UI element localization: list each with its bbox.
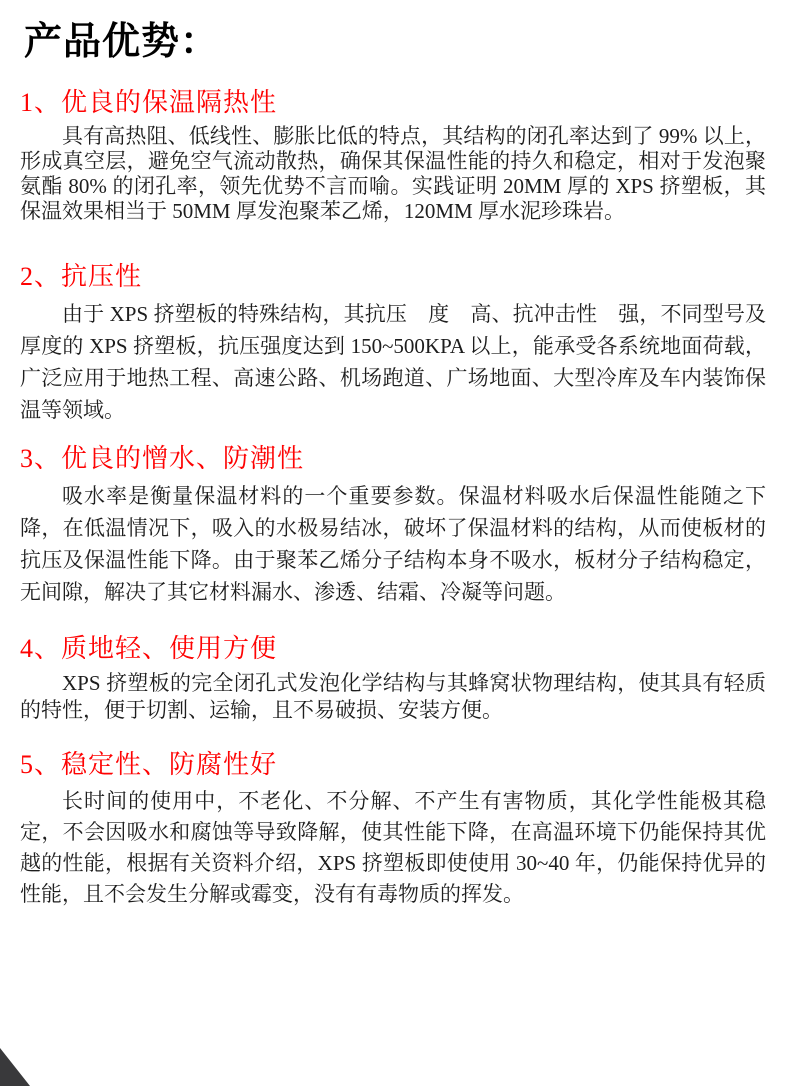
section-body: 具有高热阻、低线性、膨胀比低的特点，其结构的闭孔率达到了 99% 以上，形成真空层，避免空气流动散热，确保其保温性能的持久和稳定，相对于发泡聚氨酯 80% 的闭孔率，领先优势不言而喻。实践证明 20MM 厚的 XPS 挤塑板，其保温效果相当于 50MM 厚发泡聚苯乙烯，120MM 厚水泥珍珠岩。 [20,124,766,223]
section-heading: 4、质地轻、使用方便 [20,634,278,663]
advantage-section-3 [20,442,766,608]
section-heading: 3、优良的憎水、防潮性 [20,444,305,473]
advantage-section-2 [20,260,766,426]
section-body: XPS 挤塑板的完全闭孔式发泡化学结构与其蜂窝状物理结构，使其具有轻质的特性，便于切割、运输，且不易破损、安装方便。 [20,671,766,722]
corner-triangle-decoration [0,1048,30,1086]
section-heading: 2、抗压性 [20,262,143,291]
section-body: 长时间的使用中，不老化、不分解、不产生有害物质，其化学性能极其稳定，不会因吸水和腐蚀等导致降解，使其性能下降，在高温环境下仍能保持其优越的性能，根据有关资料介绍，XPS 挤塑板即使使用 30~40 年，仍能保持优异的性能，且不会发生分解或霉变，没有有毒物质的挥发。 [20,789,766,906]
advantage-section-4 [20,632,766,724]
advantage-section-1 [20,86,766,224]
page-title: 产品优势： [24,21,220,63]
section-body: 吸水率是衡量保温材料的一个重要参数。保温材料吸水后保温性能随之下降，在低温情况下，吸入的水极易结冰，破坏了保温材料的结构，从而使板材的抗压及保温性能下降。由于聚苯乙烯分子结构本身不吸水，板材分子结构稳定，无间隙，解决了其它材料漏水、渗透、结霜、冷凝等问题。 [20,484,766,604]
section-body: 由于 XPS 挤塑板的特殊结构，其抗压 度 高、抗冲击性 强，不同型号及厚度的 XPS 挤塑板，抗压强度达到 150~500KPA 以上，能承受各系统地面荷载，广泛应用于地热工程、高速公路、机场跑道、广场地面、大型冷库及车内装饰保温等领域。 [20,302,766,422]
section-heading: 1、优良的保温隔热性 [20,88,278,117]
section-heading: 5、稳定性、防腐性好 [20,750,278,779]
advantage-section-5 [20,748,766,910]
